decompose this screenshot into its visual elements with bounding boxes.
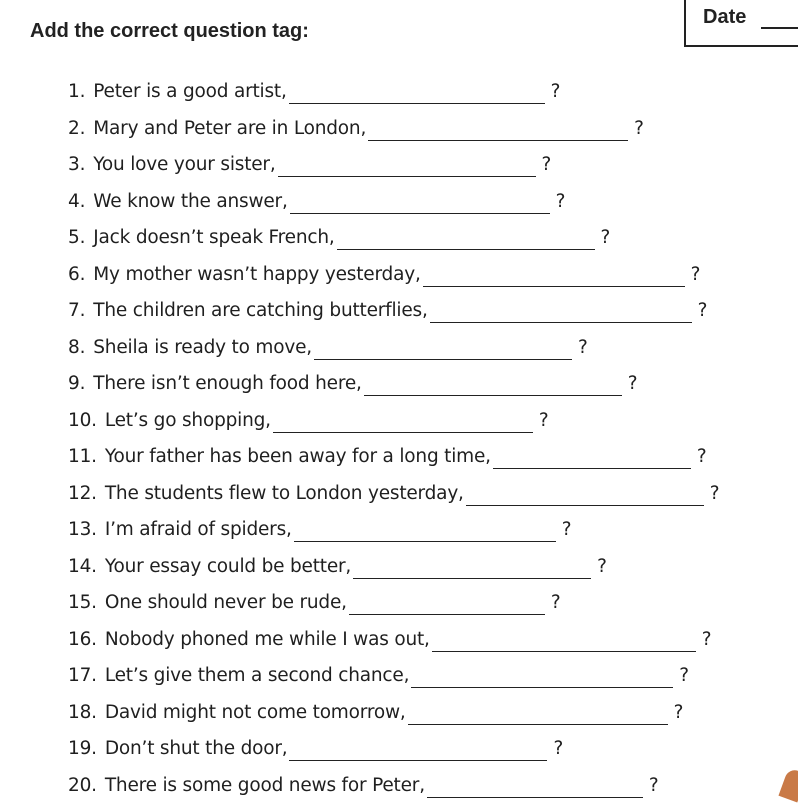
answer-blank[interactable] [314, 340, 572, 360]
answer-blank[interactable] [432, 632, 696, 652]
question-text: David might not come tomorrow, [104, 702, 406, 723]
question-mark: ? [541, 154, 552, 175]
question-number: 14. [68, 556, 97, 577]
question-item [68, 80, 560, 104]
question-number: 20. [68, 775, 97, 796]
question-text: Peter is a good artist, [93, 81, 287, 102]
question-text: There is some good news for Peter, [104, 775, 425, 796]
question-number: 13. [68, 519, 97, 540]
answer-blank[interactable] [289, 84, 545, 104]
answer-blank[interactable] [290, 194, 550, 214]
answer-blank[interactable] [364, 376, 622, 396]
answer-blank[interactable] [466, 486, 704, 506]
question-item [68, 774, 659, 798]
question-mark: ? [709, 483, 720, 504]
question-mark: ? [577, 337, 588, 358]
answer-blank[interactable] [430, 303, 692, 323]
question-mark: ? [701, 629, 712, 650]
question-item [68, 190, 565, 214]
question-mark: ? [561, 519, 572, 540]
question-number: 8. [68, 337, 86, 358]
question-item [68, 372, 637, 396]
question-item [68, 482, 719, 506]
question-mark: ? [538, 410, 549, 431]
question-item [68, 737, 563, 761]
question-text: Your essay could be better, [104, 556, 352, 577]
question-item [68, 336, 588, 360]
question-text: You love your sister, [93, 154, 276, 175]
question-number: 10. [68, 410, 97, 431]
answer-blank[interactable] [493, 449, 691, 469]
question-number: 11. [68, 446, 97, 467]
question-item [68, 409, 548, 433]
question-text: Let’s go shopping, [104, 410, 271, 431]
question-text: Jack doesn’t speak French, [93, 227, 335, 248]
question-number: 7. [68, 300, 86, 321]
question-text: There isn’t enough food here, [93, 373, 362, 394]
question-item [68, 263, 700, 287]
date-label: Date [703, 6, 747, 28]
question-mark: ? [555, 191, 566, 212]
question-mark: ? [690, 264, 701, 285]
question-mark: ? [550, 592, 561, 613]
question-number: 12. [68, 483, 97, 504]
question-number: 15. [68, 592, 97, 613]
answer-blank[interactable] [289, 741, 547, 761]
question-mark: ? [627, 373, 638, 394]
answer-blank[interactable] [273, 413, 533, 433]
answer-blank[interactable] [368, 121, 628, 141]
question-number: 2. [68, 118, 86, 139]
answer-blank[interactable] [411, 668, 673, 688]
question-text: The children are catching butterflies, [93, 300, 428, 321]
question-item [68, 628, 711, 652]
question-mark: ? [597, 556, 607, 577]
question-text: Sheila is ready to move, [93, 337, 312, 358]
answer-blank[interactable] [278, 157, 536, 177]
question-text: One should never be rude, [104, 592, 347, 613]
question-mark: ? [553, 738, 564, 759]
question-item [68, 226, 610, 250]
question-item [68, 153, 551, 177]
answer-blank[interactable] [337, 230, 595, 250]
question-item [68, 445, 706, 469]
question-text: Don’t shut the door, [104, 738, 288, 759]
question-text: We know the answer, [93, 191, 288, 212]
question-mark: ? [634, 118, 644, 139]
question-mark: ? [673, 702, 684, 723]
question-text: I’m afraid of spiders, [104, 519, 292, 540]
question-mark: ? [696, 446, 707, 467]
question-number: 9. [68, 373, 86, 394]
question-item [68, 701, 683, 725]
question-text: Mary and Peter are in London, [93, 118, 367, 139]
answer-blank[interactable] [349, 595, 545, 615]
question-number: 18. [68, 702, 97, 723]
question-item [68, 664, 689, 688]
question-number: 17. [68, 665, 97, 686]
question-number: 6. [68, 264, 86, 285]
question-text: The students flew to London yesterday, [104, 483, 464, 504]
question-item [68, 518, 571, 542]
question-item [68, 117, 644, 141]
question-mark: ? [679, 665, 689, 686]
question-number: 4. [68, 191, 86, 212]
answer-blank[interactable] [408, 705, 668, 725]
answer-blank[interactable] [423, 267, 685, 287]
question-mark: ? [550, 81, 561, 102]
worksheet-title: Add the correct question tag: [30, 20, 309, 42]
question-text: My mother wasn’t happy yesterday, [93, 264, 421, 285]
question-item [68, 591, 560, 615]
question-item [68, 555, 607, 579]
question-text: Let’s give them a second chance, [104, 665, 410, 686]
question-number: 16. [68, 629, 97, 650]
question-mark: ? [697, 300, 708, 321]
question-number: 3. [68, 154, 86, 175]
question-mark: ? [600, 227, 611, 248]
question-text: Nobody phoned me while I was out, [104, 629, 430, 650]
answer-blank[interactable] [353, 559, 591, 579]
answer-blank[interactable] [427, 778, 643, 798]
question-text: Your father has been away for a long time, [104, 446, 491, 467]
question-number: 5. [68, 227, 86, 248]
answer-blank[interactable] [294, 522, 556, 542]
question-number: 1. [68, 81, 86, 102]
question-number: 19. [68, 738, 97, 759]
question-mark: ? [648, 775, 659, 796]
question-item [68, 299, 707, 323]
